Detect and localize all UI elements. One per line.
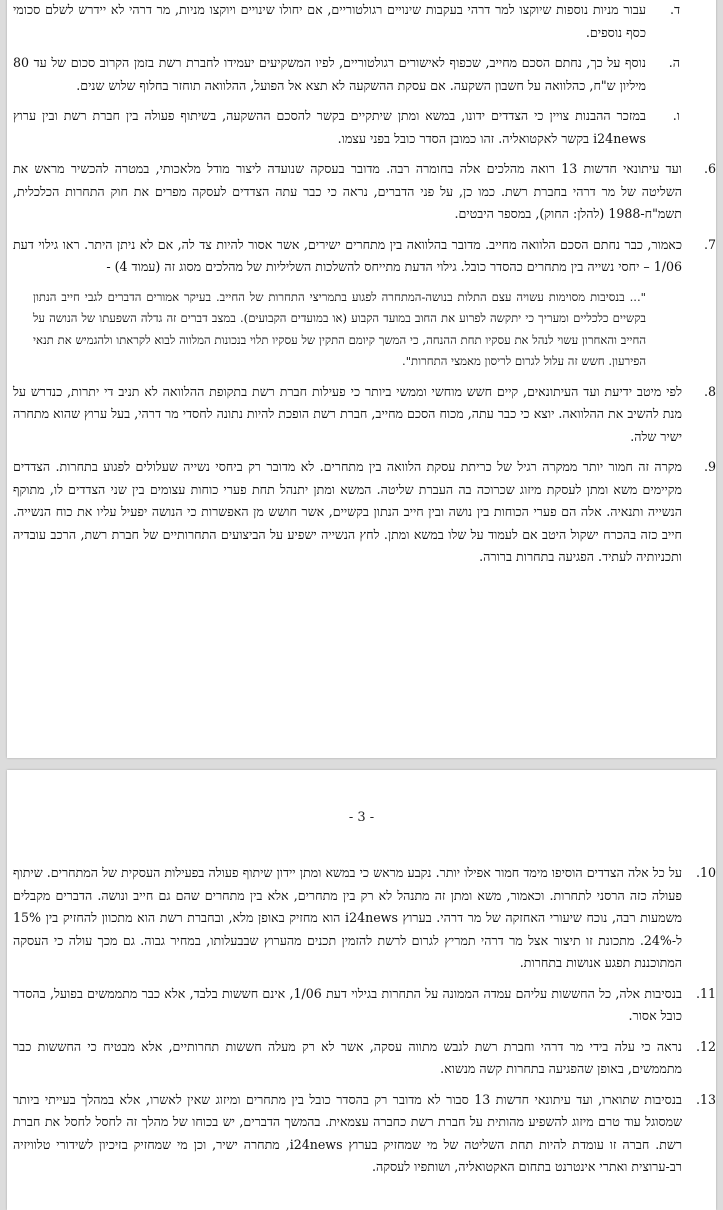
- paragraph-text: כאמור, כבר נחתם הסכם הלוואה מחייב. מדובר בהלוואה בין מתחרים ישירים, אשר אסור להיות צד לה, אם לא ניתן היתר. ראו גילוי דעת 1/06 – יחסי נשייה בין מתחרים כהסדר כובל. גילוי הדעת מתייחס להשלכות השליליות של מהלכים מסוג זה (עמוד 4) -: [13, 236, 682, 274]
- paragraph-11: [7, 983, 716, 1028]
- paragraph-number: 12.: [695, 1038, 716, 1054]
- paragraph-8: [7, 381, 716, 449]
- paragraph-number: 8.: [703, 383, 716, 399]
- clause-text: נוסף על כך, נחתם הסכם מחייב, שכפוף לאישורים רגולטוריים, לפיו המשקיעים יעמידו לחברת רשת בזמן הקרוב סכום של עד 80 מיליון ש"ח, כהלוואה על חשבון השקעה. אם עסקת ההשקעה לא תצא אל הפועל, ההלוואה תוחזר בחלוף שלוש שנים.: [13, 55, 646, 93]
- paragraph-text: על כל אלה הצדדים הוסיפו מימד חמור אפילו יותר. נקבע מראש כי במשא ומתן יידון שיתוף פעולה בפעילות העסקית של המתחרים. שיתוף פעולה כזה הרסני לתחרות. וכאמור, משא ומתן זה מתנהל לא רק בין מתחרים, אלא בין מתחרים שהם גם חייב ונושה. הדברים מקבלים משמעות רבה, נוכח שיעורי האחזקה של מר דרהי. בערוץ i24news הוא מחזיק באופן מלא, ובחברת רשת הוא מתכוון להחזיק בין 15% ל-24%. מתכונת זו תיצור אצל מר דרהי תמריץ לגרום לרשת להזמין תכנים מהערוץ שבבעלותו, במחיר גבוה. גם מכך עולה כי העסקה המתוכננת תפגע אנושות בתחרות.: [13, 865, 682, 970]
- paragraph-number: 9.: [703, 459, 716, 474]
- paragraph-text: ועד עיתונאי חדשות 13 רואה מהלכים אלה בחומרה רבה. מדובר בעסקה שנועדה ליצור מודל מלאכותי, במטרה להכשיר מראש את השליטה של מר דרהי בחברת רשת. כמו כן, על פני הדברים, נראה כי כבר עתה הצדדים לעסקה מפרים את חוק התחרות הכלכלית, תשמ"ח-1988 (להלן: החוק), במספר היבטים.: [13, 161, 682, 221]
- clause-v: [7, 105, 716, 150]
- page-number: - 3 -: [348, 810, 375, 825]
- clause-text: במזכר ההבנות צויין כי הצדדים ידונו, במשא ומתן שיתקיים בקשר להסכם ההשקעה, בשיתוף פעולה בין חברת רשת ובין ערוץ i24news בקשר לאקטואליה. זהו כמובן הסדר כובל בפני עצמו.: [13, 108, 646, 146]
- paragraph-number: 10.: [695, 865, 716, 880]
- clause-number: ו.: [672, 108, 680, 123]
- paragraph-text: בנסיבות אלה, כל החששות עליהם עמדה הממונה על התחרות בגילוי דעת 1/06, אינם חששות בלבד, אלא כבר מתממשים בפועל, בהסדר כובל אסור.: [13, 985, 682, 1023]
- clause-h: [7, 52, 716, 97]
- paragraph-10: [7, 862, 716, 975]
- paragraph-text: מקרה זה חמור יותר ממקרה רגיל של כריתת עסקת הלוואה בין מתחרים. לא מדובר רק ביחסי נשייה שעלולים לפגוע בתחרות. הצדדים מקיימים משא ומתן לעסקת מיזוג שכרוכה בה העברת שליטה. המשא ומתן יתנהל תחת פערי כוחות עצומים בין שני הצדדים לו, מתוקף הנשייה ותנאיה. אלה הם פערי הכוחות בין נושה ובין חייב הנתון בקשיים, אשר חושש מן האפשרות כי הנושה יפעיל עליו את כוח הנשייה. חייב כזה בהכרח ישקול היטב אם לעמוד על שלו במשא ומתן. לחץ הנשייה ישפיע על הביצועים התחרותיים של חברת רשת, הרכב עובדיה ותכניותיה לעתיד. הפגיעה בתחרות ברורה.: [13, 459, 682, 564]
- paragraph-number: 13.: [695, 1091, 716, 1107]
- clause-text: עבור מניות נוספות שיוקצו למר דרהי בעקבות שינויים רגולטוריים, אם יחולו שינויים ויוקצו מניות, מר דרהי לא יידרש לשלם סכומי כסף נוספים.: [13, 2, 646, 40]
- paragraph-6: [7, 158, 716, 226]
- block-quote: "... בנסיבות מסוימות עשויה עצם התלות בנושה-המתחרה לפגוע בתמריצי התחרות של החייב. בעיקר אמורים הדברים לגבי חייב הנתון בקשיים כלכליים ומעריך כי יתקשה לפרוע את החוב במועד הקבוע (או במועדים הקבועים). במצב דברים זה גדלה השפעתו של הנושה על החייב והאחרון עשוי לנהל את עסקיו תחת ההנחה, כי המשך קיומם התקין של עסקיו תלוי בנכונות המלווה לבוא לקראתו ולהגמיש את תנאי הפירעון. חשש זה עלול לגרום לריסון מאמצי התחרות".: [33, 289, 646, 368]
- paragraph-number: 6.: [703, 161, 716, 176]
- paragraph-text: לפי מיטב ידיעת ועד העיתונאים, קיים חשש מוחשי וממשי ביותר כי פעילות חברת רשת בתקופת ההלוואה לא תניב די יתרות, כנדרש על מנת להשיב את ההלוואה. יוצא כי כבר עתה, מכוח הסכם מחייב, חברת רשת הופכת להיות נתונה לחסדי מר דרהי, בעל ערוץ שהוא מתחרה ישיר שלה.: [13, 383, 682, 444]
- clause-number: ה.: [668, 55, 680, 70]
- paragraph-number: 11.: [695, 985, 716, 1001]
- page-2-content: [7, 862, 716, 1187]
- paragraph-text: נראה כי עלה בידי מר דרהי וחברת רשת לגבש מתווה עסקה, אשר לא רק מעלה חששות תחרותיים, אלא מבטיח כי החששות כבר מתממשים, באופן שהפגיעה בתחרות קשה מנשוא.: [13, 1038, 682, 1076]
- paragraph-13: [7, 1089, 716, 1179]
- clause-number: ד.: [669, 2, 680, 17]
- paragraph-9: [7, 456, 716, 569]
- paragraph-12: [7, 1036, 716, 1081]
- page-1-content: [7, 0, 716, 577]
- clause-d: [7, 0, 716, 44]
- paragraph-7: [7, 234, 716, 279]
- paragraph-number: 7.: [703, 236, 716, 252]
- paragraph-text: בנסיבות שתוארו, ועד עיתונאי חדשות 13 סבור לא מדובר רק בהסדר כובל בין מתחרים ומיזוג שאין לאשרו, אלא במהלך בעייתי ביותר שמסוגל עוד טרם מיזוג להשפיע מהותית על חברת רשת כחברה עצמאית. בהמשך הדברים, יש בכוחו של מהלך זה לחסל לחסל את חברת רשת. חברה זו עומדת להיות תחת השליטה של מי שמחזיק בערוץ i24news, מתחרה ישיר, וכן מי שמחזיק בזיכיון לשידורי טלוויזיה רב-ערוצית ואתרי אינטרנט בתחום האקטואליה, ושותפיו לעסקה.: [13, 1091, 683, 1174]
- document-page-2: [7, 770, 716, 1210]
- document-page-1: [7, 0, 716, 758]
